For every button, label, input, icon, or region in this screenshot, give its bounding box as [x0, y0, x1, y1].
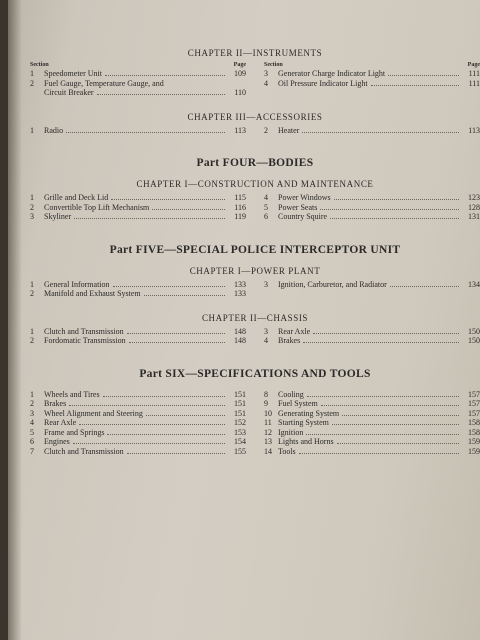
part-heading: Part SIX—SPECIFICATIONS AND TOOLS	[139, 367, 371, 380]
leader-dots	[342, 415, 459, 416]
leader-dots	[105, 75, 225, 76]
leader-dots	[146, 415, 225, 416]
toc-entry	[264, 399, 480, 409]
leader-dots	[330, 218, 459, 219]
entry-title: Fordomatic Transmission	[44, 336, 126, 345]
leader-dots	[66, 132, 225, 133]
leader-dots	[307, 396, 459, 397]
entry-title: Clutch and Transmission	[44, 446, 124, 456]
leader-dots	[103, 396, 225, 397]
leader-dots	[79, 424, 225, 425]
toc-entry	[30, 336, 246, 346]
document-page	[8, 0, 480, 640]
entry-number: 2	[30, 399, 34, 408]
entry-page: 150	[468, 326, 480, 336]
entry-page: 152	[234, 418, 246, 427]
entry-title: Brakes	[278, 336, 301, 345]
leader-dots	[97, 94, 225, 95]
toc-entry	[30, 203, 246, 213]
toc-entry	[30, 447, 246, 457]
toc-entry	[30, 437, 246, 447]
leader-dots	[107, 434, 225, 435]
entry-number: 3	[264, 326, 268, 336]
entry-title: Engines	[44, 437, 70, 446]
chapter-construction	[30, 179, 480, 222]
toc-entry	[30, 418, 246, 428]
entry-number: 7	[30, 446, 34, 456]
entry-page: 157	[468, 408, 480, 418]
entry-page: 159	[468, 446, 480, 456]
leader-dots	[144, 295, 225, 296]
entry-title: Power Windows	[278, 193, 331, 202]
toc-entry	[30, 428, 246, 438]
toc-entry	[264, 212, 480, 222]
entry-number: 1	[30, 69, 34, 78]
entry-title: Speedometer Unit	[44, 69, 102, 78]
entry-page: 133	[234, 279, 246, 289]
entry-page: 151	[234, 399, 246, 408]
entry-page: 158	[468, 427, 480, 437]
leader-dots	[334, 199, 459, 200]
toc-entry	[30, 79, 246, 89]
entry-number: 1	[30, 193, 34, 202]
entry-title: General Information	[44, 279, 110, 289]
chapter-heading: CHAPTER I—CONSTRUCTION AND MAINTENANCE	[136, 179, 374, 189]
specifications-list	[30, 390, 480, 457]
entry-number: 9	[264, 399, 268, 408]
toc-entry	[30, 280, 246, 290]
toc-entry	[30, 126, 246, 136]
leader-dots	[303, 342, 459, 343]
toc-entry	[264, 280, 480, 290]
entry-number: 3	[30, 212, 34, 221]
page-label: Page	[467, 62, 480, 68]
entry-page: 151	[234, 408, 246, 418]
leader-dots	[320, 209, 459, 210]
toc-entry	[30, 399, 246, 409]
section-label: Section	[30, 62, 49, 68]
toc-entry	[30, 409, 246, 419]
toc-content	[30, 48, 480, 470]
toc-entry	[264, 418, 480, 428]
entry-page: 109	[234, 69, 246, 78]
entry-number: 2	[30, 289, 34, 298]
leader-dots	[332, 424, 459, 425]
entry-title: Cooling	[278, 389, 304, 399]
page-shadow	[8, 0, 22, 640]
entry-number: 11	[264, 418, 272, 427]
entry-page: 153	[234, 427, 246, 437]
leader-dots	[337, 443, 459, 444]
entry-number: 2	[30, 202, 34, 212]
leader-dots	[390, 286, 459, 287]
entry-title: Grille and Deck Lid	[44, 193, 109, 202]
entry-title: Skyliner	[44, 212, 72, 221]
entry-page: 111	[468, 69, 480, 78]
leader-dots	[371, 85, 459, 86]
chapter-heading: CHAPTER I—POWER PLANT	[189, 265, 321, 276]
toc-entry	[264, 327, 480, 337]
toc-entry	[264, 79, 480, 89]
leader-dots	[127, 333, 225, 334]
toc-entry	[264, 126, 480, 136]
leader-dots	[299, 453, 459, 454]
entry-title: Rear Axle	[278, 326, 311, 336]
toc-entry	[30, 390, 246, 400]
toc-entry	[264, 409, 480, 419]
entry-number: 3	[30, 408, 34, 418]
entry-title: Wheels and Tires	[44, 389, 100, 399]
entry-page: 116	[234, 202, 246, 212]
entry-title: Tools	[278, 446, 296, 456]
entry-page: 148	[234, 326, 246, 336]
entry-number: 6	[30, 437, 34, 446]
entry-title: Fuel System	[278, 399, 318, 408]
entry-number: 13	[264, 437, 272, 446]
toc-entry	[264, 336, 480, 346]
entry-page: 119	[234, 212, 246, 221]
entry-number: 14	[264, 446, 272, 456]
chapter-heading: CHAPTER III—ACCESSORIES	[187, 111, 323, 122]
leader-dots	[69, 405, 225, 406]
entry-title: Power Seats	[278, 202, 318, 212]
leader-dots	[74, 218, 225, 219]
toc-entry	[30, 289, 246, 299]
entry-title: Oil Pressure Indicator Light	[278, 78, 368, 88]
toc-entry	[30, 193, 246, 203]
entry-title: Circuit Breaker	[44, 88, 94, 97]
entry-number: 1	[30, 125, 34, 135]
leader-dots	[321, 405, 459, 406]
section-label: Section	[264, 62, 283, 68]
entry-number: 8	[264, 389, 268, 399]
entry-page: 151	[234, 389, 246, 399]
entry-page: 155	[234, 446, 246, 456]
toc-entry	[264, 437, 480, 447]
entry-page: 113	[234, 125, 246, 135]
entry-page: 128	[468, 202, 480, 212]
page-label: Page	[233, 62, 246, 68]
entry-number: 4	[264, 78, 268, 88]
leader-dots	[113, 286, 225, 287]
entry-page: 154	[234, 437, 246, 446]
entry-page: 157	[468, 399, 480, 408]
leader-dots	[313, 333, 459, 334]
leader-dots	[152, 209, 225, 210]
toc-entry	[264, 428, 480, 438]
entry-title: Fuel Gauge, Temperature Gauge, and	[44, 78, 164, 88]
leader-dots	[302, 132, 459, 133]
toc-entry	[30, 69, 246, 79]
leader-dots	[388, 75, 459, 76]
entry-title: Radio	[44, 125, 64, 135]
entry-number: 12	[264, 427, 272, 437]
entry-number: 2	[30, 336, 34, 345]
part-heading: Part FIVE—SPECIAL POLICE INTERCEPTOR UNIT	[109, 243, 401, 256]
entry-page: 115	[234, 193, 246, 202]
leader-dots	[129, 342, 225, 343]
chapter-chassis	[30, 313, 480, 346]
entry-title: Generating System	[278, 408, 340, 418]
entry-page: 123	[468, 193, 480, 202]
entry-page: 150	[468, 336, 480, 345]
leader-dots	[127, 453, 225, 454]
entry-number: 2	[264, 125, 268, 135]
entry-number: 2	[30, 78, 34, 88]
entry-number: 1	[30, 279, 34, 289]
entry-number: 6	[264, 212, 268, 221]
entry-title: Clutch and Transmission	[44, 326, 124, 336]
entry-number: 3	[264, 69, 268, 78]
leader-dots	[306, 434, 459, 435]
entry-title: Heater	[278, 125, 300, 135]
toc-entry	[264, 203, 480, 213]
part-heading: Part FOUR—BODIES	[196, 157, 314, 169]
toc-entry-continuation	[30, 88, 246, 98]
toc-entry	[264, 193, 480, 203]
toc-entry	[264, 447, 480, 457]
entry-title: Generator Charge Indicator Light	[278, 69, 386, 78]
entry-title: Wheel Alignment and Steering	[44, 408, 143, 418]
entry-page: 148	[234, 336, 246, 345]
chapter-power-plant	[30, 266, 480, 299]
entry-page: 110	[234, 88, 246, 97]
entry-number: 1	[30, 389, 34, 399]
entry-page: 158	[468, 418, 480, 427]
entry-page: 133	[234, 289, 246, 298]
entry-title: Brakes	[44, 399, 67, 408]
chapter-heading: CHAPTER II—INSTRUMENTS	[187, 48, 323, 58]
toc-entry	[264, 69, 480, 79]
entry-title: Lights and Horns	[278, 437, 334, 446]
entry-title: Starting System	[278, 418, 329, 427]
entry-number: 10	[264, 408, 272, 418]
leader-dots	[111, 199, 225, 200]
toc-entry	[264, 390, 480, 400]
chapter-instruments	[30, 48, 480, 98]
entry-page: 134	[468, 279, 480, 289]
chapter-accessories	[30, 112, 480, 136]
entry-number: 4	[30, 418, 34, 427]
entry-number: 4	[264, 193, 268, 202]
entry-number: 4	[264, 336, 268, 345]
entry-title: Ignition	[278, 427, 304, 437]
entry-page: 113	[468, 125, 480, 135]
toc-entry	[30, 212, 246, 222]
entry-title: Frame and Springs	[44, 427, 105, 437]
entry-page: 159	[468, 437, 480, 446]
toc-entry	[30, 327, 246, 337]
entry-page: 157	[468, 389, 480, 399]
entry-title: Rear Axle	[44, 418, 77, 427]
entry-number: 1	[30, 326, 34, 336]
chapter-heading: CHAPTER II—CHASSIS	[201, 312, 309, 323]
entry-title: Manifold and Exhaust System	[44, 289, 141, 298]
entry-title: Ignition, Carburetor, and Radiator	[278, 279, 387, 289]
entry-title: Convertible Top Lift Mechanism	[44, 202, 150, 212]
entry-page: 111	[468, 78, 480, 88]
entry-number: 5	[264, 202, 268, 212]
entry-number: 3	[264, 279, 268, 289]
entry-number: 5	[30, 427, 34, 437]
leader-dots	[73, 443, 225, 444]
entry-title: Country Squire	[278, 212, 328, 221]
entry-page: 131	[468, 212, 480, 221]
